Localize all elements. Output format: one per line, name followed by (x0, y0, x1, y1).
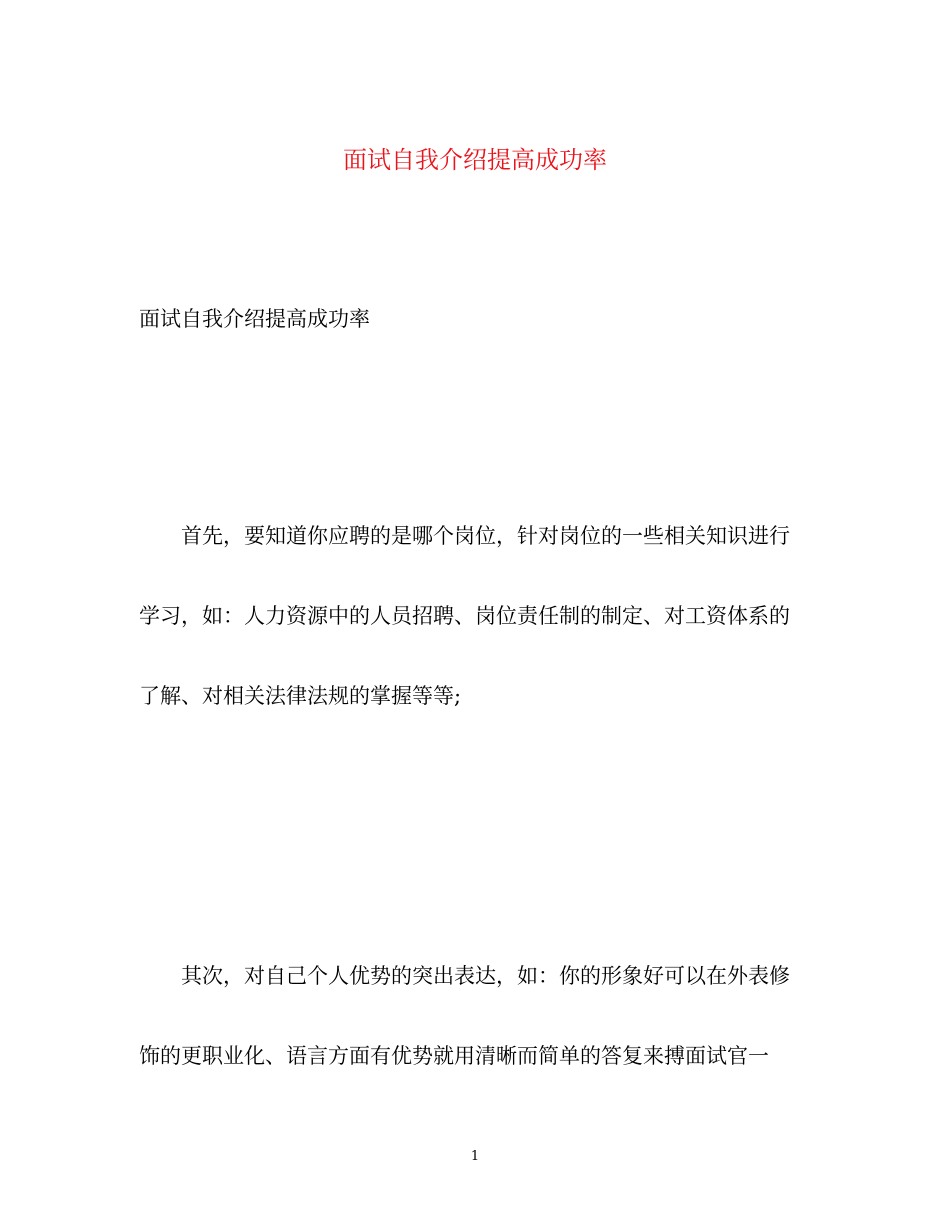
paragraph-1-line-1: 首先，要知道你应聘的是哪个岗位，针对岗位的一些相关知识进行 (181, 524, 790, 548)
paragraph-1-line-2: 学习，如：人力资源中的人员招聘、岗位责任制的制定、对工资体系的 (139, 604, 790, 628)
document-title: 面试自我介绍提高成功率 (343, 146, 607, 174)
paragraph-2-line-1: 其次，对自己个人优势的突出表达，如：你的形象好可以在外表修 (181, 964, 790, 988)
paragraph-1-line-3: 了解、对相关法律法规的掌握等等; (139, 684, 462, 708)
page-number: 1 (470, 1149, 480, 1164)
paragraph-2 (139, 955, 815, 1077)
paragraph-1 (139, 515, 815, 717)
document-subtitle: 面试自我介绍提高成功率 (139, 307, 370, 331)
paragraph-2-line-2: 饰的更职业化、语言方面有优势就用清晰而简单的答复来搏面试官一 (139, 1044, 769, 1068)
